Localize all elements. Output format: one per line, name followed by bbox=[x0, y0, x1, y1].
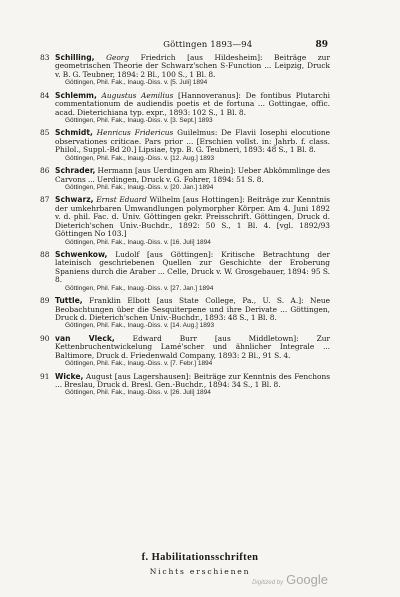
entry-text bbox=[55, 251, 330, 285]
author-given-name: Georg bbox=[106, 53, 130, 62]
list-item bbox=[40, 54, 330, 87]
entry-description: Hermann [aus Uerdingen am Rhein]: Ueber Abkömmlinge des Carvons ... Uerdingen, Druck v. G. Fohrer, 1894: 51 S. 8. bbox=[55, 166, 330, 184]
entry-number: 90 bbox=[40, 333, 50, 343]
list-item bbox=[40, 251, 330, 293]
entry-note: Göttingen, Phil. Fak., Inaug.-Diss. v. [16. Juli] 1894 bbox=[65, 238, 211, 246]
entry-text bbox=[55, 335, 330, 360]
list-item bbox=[40, 335, 330, 368]
list-item bbox=[40, 196, 330, 246]
entry-description: Guilelmus: De Flavii Iosephi elocutione observationes criticae. Pars prior ... [Erschien vollst. in: Jahrb. f. class. Philol., Suppl.-Bd 20.] Lipsiae, typ. B. G. Teubneri, 1893: 48 S., 1 Bl. 8. bbox=[55, 128, 331, 155]
entry-text bbox=[55, 92, 330, 117]
entry-description: Ludolf [aus Göttingen]: Kritische Betrachtung der lateinisch geschriebenen Quellen zur Geschichte der Eroberung Spaniens durch die Araber ... Celle, Druck v. W. Grosgebauer, 1894: 95 S. 8. bbox=[55, 250, 330, 285]
entry-note: Göttingen, Phil. Fak., Inaug.-Diss. v. [5. Juli] 1894 bbox=[65, 79, 208, 87]
entry-note: Göttingen, Phil. Fak., Inaug.-Diss. v. [3. Sept.] 1893 bbox=[65, 116, 213, 124]
entry-text bbox=[55, 297, 330, 322]
entry-note: Göttingen, Phil. Fak., Inaug.-Diss. v. [7. Febr.] 1894 bbox=[65, 360, 213, 368]
author-given-name: Henricus Fridericus bbox=[96, 128, 174, 138]
entry-note: Göttingen, Phil. Fak., Inaug.-Diss. v. [20. Jan.] 1894 bbox=[65, 183, 214, 191]
running-title: Göttingen 1893—94 bbox=[163, 40, 253, 50]
author-surname: Schwarz, bbox=[55, 195, 94, 205]
author-given-name: Augustus Aemilius bbox=[101, 90, 174, 100]
author-given-name: Ernst Eduard bbox=[96, 195, 147, 205]
entry-number: 86 bbox=[40, 166, 50, 176]
author-surname: Wicke, bbox=[55, 371, 84, 381]
list-item bbox=[40, 167, 330, 192]
author-surname: van Vleck, bbox=[55, 333, 115, 343]
entry-description: Friedrich [aus Hildesheim]: Beiträge zur geometrischen Theorie der Schwarz'schen S-Function ... Leipzig, Druck v. B. G. Teubner, 1894: 2 Bl., 100 S., 1 Bl. 8. bbox=[55, 53, 330, 79]
entry-text bbox=[55, 167, 330, 184]
entry-number: 83 bbox=[40, 53, 50, 62]
list-item bbox=[40, 129, 330, 162]
page-number: 89 bbox=[315, 40, 328, 50]
section-title: f. Habilitationsschriften bbox=[141, 552, 259, 563]
entry-text bbox=[55, 196, 330, 238]
page-header bbox=[60, 40, 328, 50]
entry-number: 91 bbox=[40, 371, 50, 381]
entry-note: Göttingen, Phil. Fak., Inaug.-Diss. v. [26. Juli] 1894 bbox=[65, 389, 211, 397]
list-item bbox=[40, 373, 330, 398]
dissertation-list bbox=[40, 54, 330, 402]
author-surname: Schwenkow, bbox=[55, 250, 108, 259]
entry-text bbox=[55, 129, 330, 154]
list-item bbox=[40, 92, 330, 125]
section-subtitle: Nichts erschienen bbox=[149, 567, 251, 576]
entry-note: Göttingen, Phil. Fak., Inaug.-Diss. v. [27. Jan.] 1894 bbox=[65, 284, 214, 292]
entry-description: August [aus Lagershausen]: Beiträge zur Kenntnis des Fenchons ... Breslau, Druck d. Bresl. Gen.-Buchdr., 1894: 34 S., 1 Bl. 8. bbox=[55, 371, 330, 389]
author-surname: Schlemm, bbox=[55, 90, 97, 100]
entry-number: 89 bbox=[40, 296, 50, 306]
entry-note: Göttingen, Phil. Fak., Inaug.-Diss. v. [12. Aug.] 1893 bbox=[65, 154, 215, 162]
entry-description: [Hannoveranus]: De fontibus Plutarchi commentationum de audiendis poetis et de fortuna ... Gottingae, offic. acad. Dieterichiana typ. expr., 1893: 102 S., 1 Bl. 8. bbox=[55, 90, 330, 117]
author-surname: Schrader, bbox=[55, 166, 96, 176]
section-heading bbox=[0, 552, 400, 576]
entry-number: 84 bbox=[40, 90, 50, 100]
author-surname: Schilling, bbox=[55, 53, 95, 62]
entry-description: Edward Burr [aus Middletown]: Zur Kettenbruchentwickelung Lamé'scher und ähnlicher Integrale ... Baltimore, Druck d. Friedenwald Company, 1893: 2 Bl., 91 S. 4. bbox=[55, 333, 331, 360]
entry-text bbox=[55, 54, 330, 79]
entry-number: 85 bbox=[40, 128, 50, 138]
entry-number: 88 bbox=[40, 250, 50, 259]
author-surname: Schmidt, bbox=[55, 128, 93, 138]
author-surname: Tuttle, bbox=[55, 296, 83, 306]
entry-description: Wilhelm [aus Hottingen]: Beiträge zur Kenntnis der umkehrbaren Umwandlungen polymorpher Körper. Am 4. Juni 1892 v. d. phil. Fac. d. Univ. Göttingen gekr. Preisschrift. Göttingen, Druck d. Dieterich'schen Univ.-Buchdr., 1892: 50 S., 1 Bl. 4. [vgl. 1892/93 Göttingen No 103.] bbox=[55, 195, 330, 239]
digitization-watermark bbox=[252, 572, 328, 587]
entry-description: Franklin Elbott [aus State College, Pa., U. S. A.]: Neue Beobachtungen über die Sesquiterpene und ihre Derivate ... Göttingen, Druck d. Dieterich'schen Univ.-Buchdr., 1893: 48 S., 1 Bl. 8. bbox=[55, 296, 330, 322]
entry-number: 87 bbox=[40, 195, 50, 205]
list-item bbox=[40, 297, 330, 330]
watermark-logo-text: Google bbox=[286, 572, 328, 587]
watermark-prefix: Digitized by bbox=[252, 580, 284, 586]
entry-text bbox=[55, 373, 330, 390]
entry-note: Göttingen, Phil. Fak., Inaug.-Diss. v. [14. Aug.] 1893 bbox=[65, 322, 215, 330]
